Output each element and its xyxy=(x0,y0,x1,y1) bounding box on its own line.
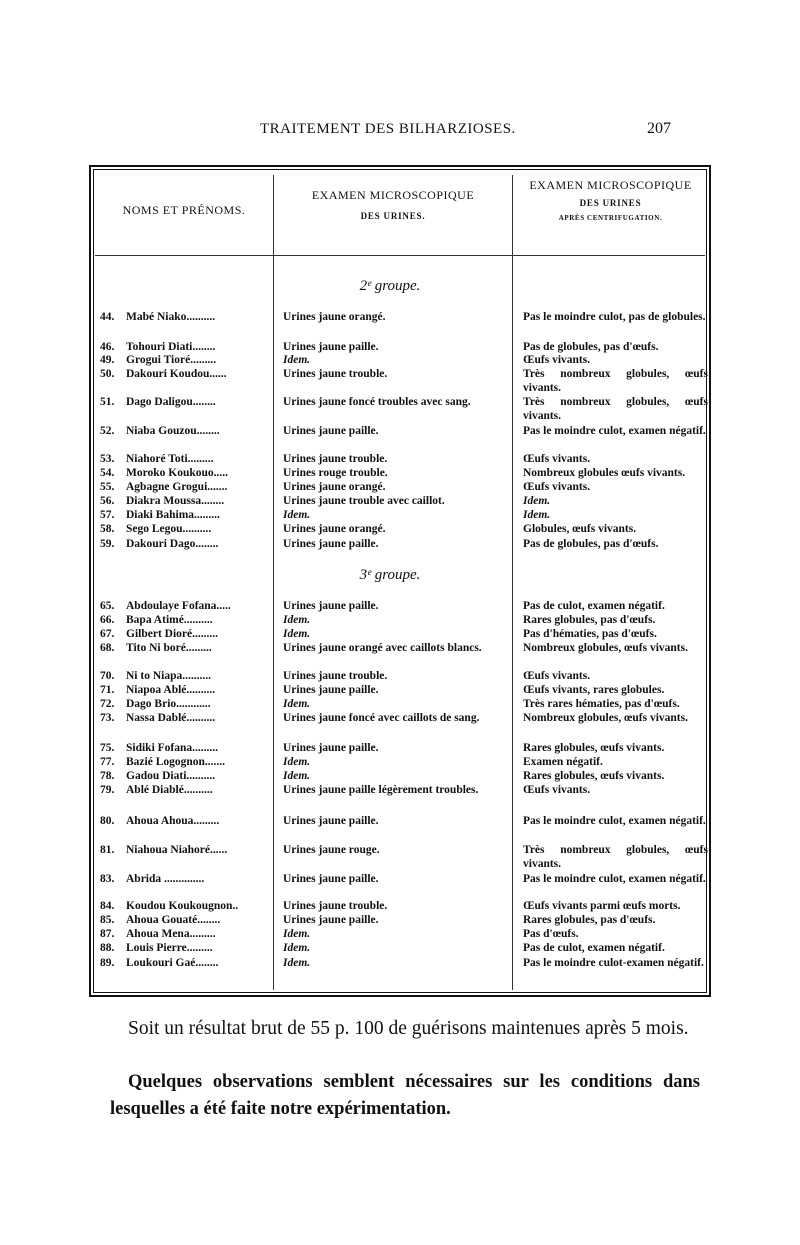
patient-name: Moroko Koukouo..... xyxy=(126,467,229,479)
table-row-name xyxy=(100,341,265,355)
patient-name: Niaba Gouzou........ xyxy=(126,425,220,437)
centrifugation-exam-cell: Très nombreux globules, œufs vivants. xyxy=(523,844,708,870)
table-row-name xyxy=(100,670,265,684)
urine-exam-cell: Urines jaune orangé. xyxy=(283,523,386,535)
centrifugation-exam-cell: Globules, œufs vivants. xyxy=(523,523,637,535)
patient-name: Diaki Bahima......... xyxy=(126,509,220,521)
table-row-name xyxy=(100,844,265,858)
table-row-name xyxy=(100,873,265,887)
row-number: 56. xyxy=(100,495,115,507)
centrifugation-exam-cell: Pas de culot, examen négatif. xyxy=(523,942,665,954)
column-header-label: NOMS ET PRÉNOMS. xyxy=(122,203,246,217)
centrifugation-exam-cell: Œufs vivants. xyxy=(523,481,591,493)
column-divider xyxy=(273,175,274,990)
urine-exam-cell: Urines jaune orangé. xyxy=(283,311,386,323)
row-number: 52. xyxy=(100,425,115,437)
table-row-name xyxy=(100,628,265,642)
centrifugation-exam-cell: Pas le moindre culot, examen négatif. xyxy=(523,815,706,827)
table-row-name xyxy=(100,815,265,829)
centrifugation-exam-cell: Œufs vivants. xyxy=(523,354,591,366)
centrifugation-exam-cell: Pas de culot, examen négatif. xyxy=(523,600,665,612)
centrifugation-exam-cell: Œufs vivants, rares globules. xyxy=(523,684,665,696)
column-header-centrifugation xyxy=(513,178,708,223)
table-row-name xyxy=(100,523,265,537)
row-number: 53. xyxy=(100,453,115,465)
table-row-name xyxy=(100,900,265,914)
patient-name: Gilbert Dioré......... xyxy=(126,628,218,640)
centrifugation-exam-cell: Nombreux globules œufs vivants. xyxy=(523,467,686,479)
patient-name: Diakra Moussa........ xyxy=(126,495,225,507)
table-row-name xyxy=(100,425,265,439)
group-label-3: 3ᵉ groupe. xyxy=(359,567,421,583)
table-row-name xyxy=(100,756,265,770)
patient-name: Sego Legou.......... xyxy=(126,523,212,535)
patient-name: Agbagne Grogui....... xyxy=(126,481,228,493)
table-row-name xyxy=(100,742,265,756)
group-label-2: 2ᵉ groupe. xyxy=(359,278,421,294)
column-header-sublabel: DES URINES. xyxy=(360,211,426,221)
patient-name: Tohouri Diati........ xyxy=(126,341,216,353)
centrifugation-exam-cell: Œufs vivants. xyxy=(523,453,591,465)
header-divider xyxy=(95,255,705,256)
urine-exam-cell: Urines jaune paille. xyxy=(283,815,379,827)
urine-exam-cell: Idem. xyxy=(283,928,311,940)
page-number: 207 xyxy=(647,120,671,137)
patient-name: Ni to Niapa.......... xyxy=(126,670,211,682)
centrifugation-exam-cell: Rares globules, pas d'œufs. xyxy=(523,614,656,626)
patient-name: Ablé Diablé.......... xyxy=(126,784,213,796)
table-row-name xyxy=(100,495,265,509)
column-header-urines xyxy=(274,188,512,222)
table-row-name xyxy=(100,538,265,552)
centrifugation-exam-cell: Nombreux globules, œufs vivants. xyxy=(523,642,688,654)
urine-exam-cell: Idem. xyxy=(283,354,311,366)
row-number: 75. xyxy=(100,742,115,754)
urine-exam-cell: Urines jaune paille légèrement troubles. xyxy=(283,784,479,796)
table-row-name xyxy=(100,467,265,481)
table-row-name xyxy=(100,311,265,325)
urine-exam-cell: Idem. xyxy=(283,770,311,782)
centrifugation-exam-cell: Très nombreux globules, œufs vivants. xyxy=(523,368,708,394)
centrifugation-exam-cell: Œufs vivants. xyxy=(523,670,591,682)
row-number: 72. xyxy=(100,698,115,710)
table-row-name xyxy=(100,600,265,614)
row-number: 83. xyxy=(100,873,115,885)
row-number: 88. xyxy=(100,942,115,954)
column-header-sublabel: DES URINES xyxy=(579,198,642,208)
patient-name: Louis Pierre......... xyxy=(126,942,213,954)
running-header: TRAITEMENT DES BILHARZIOSES. xyxy=(260,121,516,137)
column-header-label: EXAMEN MICROSCOPIQUE xyxy=(529,178,692,192)
patient-name: Bazié Logognon....... xyxy=(126,756,226,768)
centrifugation-exam-cell: Œufs vivants. xyxy=(523,784,591,796)
row-number: 49. xyxy=(100,354,115,366)
centrifugation-exam-cell: Nombreux globules, œufs vivants. xyxy=(523,712,688,724)
centrifugation-exam-cell: Rares globules, œufs vivants. xyxy=(523,770,665,782)
table-row-name xyxy=(100,509,265,523)
table-row-name xyxy=(100,396,265,410)
patient-name: Dakouri Dago........ xyxy=(126,538,219,550)
patient-name: Ahoua Gouaté........ xyxy=(126,914,221,926)
table-row-name xyxy=(100,942,265,956)
patient-name: Bapa Atimé.......... xyxy=(126,614,213,626)
table-row-name xyxy=(100,770,265,784)
row-number: 58. xyxy=(100,523,115,535)
row-number: 77. xyxy=(100,756,115,768)
row-number: 71. xyxy=(100,684,115,696)
table-row-name xyxy=(100,684,265,698)
row-number: 84. xyxy=(100,900,115,912)
patient-name: Dakouri Koudou...... xyxy=(126,368,227,380)
row-number: 89. xyxy=(100,957,115,969)
centrifugation-exam-cell: Rares globules, pas d'œufs. xyxy=(523,914,656,926)
row-number: 55. xyxy=(100,481,115,493)
row-number: 79. xyxy=(100,784,115,796)
patient-name: Niapoa Ablé.......... xyxy=(126,684,216,696)
row-number: 81. xyxy=(100,844,115,856)
patient-name: Grogui Tioré......... xyxy=(126,354,217,366)
table-row-name xyxy=(100,784,265,798)
patient-name: Tito Ni boré......... xyxy=(126,642,212,654)
body-paragraph-2: Quelques observations semblent nécessaires sur les conditions dans lesquelles a été faite notre expérimentation. xyxy=(110,1072,700,1119)
centrifugation-exam-cell: Idem. xyxy=(523,509,551,521)
row-number: 70. xyxy=(100,670,115,682)
row-number: 51. xyxy=(100,396,115,408)
table-row-name xyxy=(100,698,265,712)
urine-exam-cell: Idem. xyxy=(283,756,311,768)
centrifugation-exam-cell: Pas d'hématies, pas d'œufs. xyxy=(523,628,657,640)
urine-exam-cell: Urines rouge trouble. xyxy=(283,467,388,479)
table-row-name xyxy=(100,481,265,495)
urine-exam-cell: Urines jaune foncé avec caillots de sang. xyxy=(283,712,480,724)
urine-exam-cell: Urines jaune orangé avec caillots blancs. xyxy=(283,642,482,654)
urine-exam-cell: Urines jaune paille. xyxy=(283,684,379,696)
row-number: 46. xyxy=(100,341,115,353)
patient-name: Ahoua Ahoua......... xyxy=(126,815,220,827)
urine-exam-cell: Urines jaune trouble. xyxy=(283,453,388,465)
urine-exam-cell: Urines jaune paille. xyxy=(283,873,379,885)
urine-exam-cell: Idem. xyxy=(283,957,311,969)
urine-exam-cell: Urines jaune trouble avec caillot. xyxy=(283,495,445,507)
patient-name: Nassa Dablé.......... xyxy=(126,712,216,724)
patient-name: Niahoré Toti......... xyxy=(126,453,214,465)
centrifugation-exam-cell: Pas d'œufs. xyxy=(523,928,579,940)
patient-name: Sidiki Fofana......... xyxy=(126,742,219,754)
centrifugation-exam-cell: Pas le moindre culot, examen négatif. xyxy=(523,425,706,437)
row-number: 80. xyxy=(100,815,115,827)
centrifugation-exam-cell: Pas le moindre culot, pas de globules. xyxy=(523,311,706,323)
centrifugation-exam-cell: Œufs vivants parmi œufs morts. xyxy=(523,900,681,912)
urine-exam-cell: Urines jaune paille. xyxy=(283,742,379,754)
table-row-name xyxy=(100,354,265,368)
row-number: 78. xyxy=(100,770,115,782)
table-row-name xyxy=(100,368,265,382)
urine-exam-cell: Idem. xyxy=(283,698,311,710)
row-number: 57. xyxy=(100,509,115,521)
column-header-label: EXAMEN MICROSCOPIQUE xyxy=(311,188,475,202)
patient-name: Dago Brio............ xyxy=(126,698,211,710)
table-row-name xyxy=(100,642,265,656)
table-row-name xyxy=(100,614,265,628)
patient-name: Loukouri Gaé........ xyxy=(126,957,219,969)
urine-exam-cell: Idem. xyxy=(283,942,311,954)
urine-exam-cell: Urines jaune paille. xyxy=(283,425,379,437)
centrifugation-exam-cell: Pas le moindre culot-examen négatif. xyxy=(523,957,704,969)
row-number: 44. xyxy=(100,311,115,323)
centrifugation-exam-cell: Très rares hématies, pas d'œufs. xyxy=(523,698,680,710)
centrifugation-exam-cell: Très nombreux globules, œufs vivants. xyxy=(523,396,708,422)
urine-exam-cell: Urines jaune orangé. xyxy=(283,481,386,493)
row-number: 68. xyxy=(100,642,115,654)
patient-name: Mabé Niako.......... xyxy=(126,311,216,323)
table-row-name xyxy=(100,453,265,467)
row-number: 73. xyxy=(100,712,115,724)
centrifugation-exam-cell: Pas de globules, pas d'œufs. xyxy=(523,538,659,550)
centrifugation-exam-cell: Pas le moindre culot, examen négatif. xyxy=(523,873,706,885)
urine-exam-cell: Urines jaune trouble. xyxy=(283,900,388,912)
row-number: 59. xyxy=(100,538,115,550)
row-number: 54. xyxy=(100,467,115,479)
table-row-name xyxy=(100,712,265,726)
column-header-names xyxy=(95,203,273,218)
row-number: 67. xyxy=(100,628,115,640)
urine-exam-cell: Idem. xyxy=(283,509,311,521)
column-divider xyxy=(512,175,513,990)
urine-exam-cell: Urines jaune trouble. xyxy=(283,368,388,380)
row-number: 85. xyxy=(100,914,115,926)
table-row-name xyxy=(100,928,265,942)
urine-exam-cell: Urines jaune paille. xyxy=(283,538,379,550)
patient-name: Abrida .............. xyxy=(126,873,205,885)
patient-name: Ahoua Mena......... xyxy=(126,928,216,940)
urine-exam-cell: Idem. xyxy=(283,628,311,640)
patient-name: Koudou Koukougnon.. xyxy=(126,900,239,912)
column-header-sublabel: APRÈS CENTRIFUGATION. xyxy=(558,214,663,223)
centrifugation-exam-cell: Examen négatif. xyxy=(523,756,603,768)
urine-exam-cell: Urines jaune paille. xyxy=(283,600,379,612)
row-number: 87. xyxy=(100,928,115,940)
urine-exam-cell: Urines jaune foncé troubles avec sang. xyxy=(283,396,471,408)
centrifugation-exam-cell: Idem. xyxy=(523,495,551,507)
urine-exam-cell: Urines jaune paille. xyxy=(283,341,379,353)
urine-exam-cell: Urines jaune rouge. xyxy=(283,844,380,856)
table-row-name xyxy=(100,914,265,928)
centrifugation-exam-cell: Pas de globules, pas d'œufs. xyxy=(523,341,659,353)
body-paragraph-1: Soit un résultat brut de 55 p. 100 de guérisons maintenues après 5 mois. xyxy=(128,1018,689,1039)
row-number: 65. xyxy=(100,600,115,612)
patient-name: Niahoua Niahoré...... xyxy=(126,844,228,856)
row-number: 66. xyxy=(100,614,115,626)
urine-exam-cell: Urines jaune paille. xyxy=(283,914,379,926)
patient-name: Abdoulaye Fofana..... xyxy=(126,600,231,612)
row-number: 50. xyxy=(100,368,115,380)
patient-name: Dago Daligou........ xyxy=(126,396,216,408)
urine-exam-cell: Urines jaune trouble. xyxy=(283,670,388,682)
urine-exam-cell: Idem. xyxy=(283,614,311,626)
patient-name: Gadou Diati.......... xyxy=(126,770,216,782)
centrifugation-exam-cell: Rares globules, œufs vivants. xyxy=(523,742,665,754)
table-row-name xyxy=(100,957,265,971)
